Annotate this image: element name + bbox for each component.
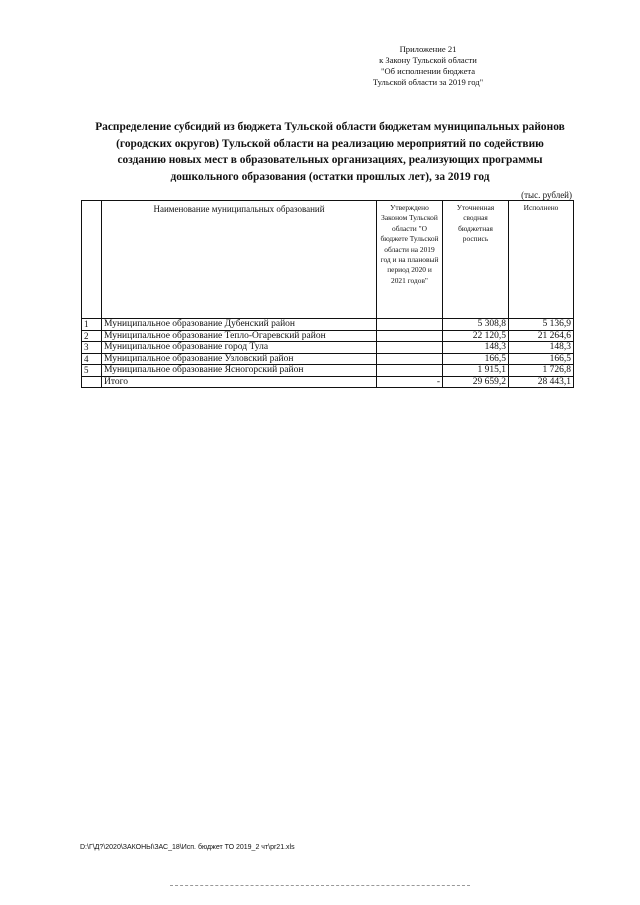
table-header-row: [82, 201, 574, 319]
table-row: [82, 353, 574, 365]
row-refined: 1 915,1: [443, 365, 509, 377]
total-refined: 29 659,2: [443, 376, 509, 388]
row-index: 3: [82, 342, 102, 354]
row-approved: [377, 319, 443, 331]
total-index: [82, 376, 102, 388]
table-row: [82, 365, 574, 377]
header-index: [82, 201, 102, 319]
row-approved: [377, 330, 443, 342]
subsidy-table: [81, 200, 574, 388]
row-name: Муниципальное образование Ясногорский район: [102, 365, 377, 377]
appendix-line: Приложение 21: [399, 44, 457, 54]
title-line: Распределение субсидий из бюджета Тульской области бюджетам муниципальных районов: [95, 121, 565, 133]
row-name: Муниципальное образование Дубенский район: [102, 319, 377, 331]
row-index: 1: [82, 319, 102, 331]
row-index: 4: [82, 353, 102, 365]
header-executed-text: Исполнено: [523, 203, 559, 212]
table-row: [82, 319, 574, 331]
table-total-row: [82, 376, 574, 388]
row-approved: [377, 353, 443, 365]
total-executed: 28 443,1: [509, 376, 574, 388]
total-approved: -: [377, 376, 443, 388]
header-approved-text: Утверждено Законом Тульской области "О бюджете Тульской области на 2019 год и на плановый период 2020 и 2021 годов": [380, 203, 439, 285]
row-index: 2: [82, 330, 102, 342]
appendix-line: "Об исполнении бюджета: [380, 66, 476, 76]
total-label: Итого: [102, 376, 377, 388]
title-line: созданию новых мест в образовательных организациях, реализующих программы: [117, 154, 543, 166]
appendix-line: Тульской области за 2019 год": [372, 77, 484, 87]
row-name: Муниципальное образование Узловский район: [102, 353, 377, 365]
row-executed: 5 136,9: [509, 319, 574, 331]
row-refined: 5 308,8: [443, 319, 509, 331]
header-name: Наименование муниципальных образований: [102, 201, 377, 319]
title-line: дошкольного образования (остатки прошлых лет), за 2019 год: [170, 170, 490, 183]
units-label: (тыс. рублей): [521, 190, 572, 200]
header-refined-text: Уточненная сводная бюджетная роспись: [456, 203, 495, 244]
row-refined: 148,3: [443, 342, 509, 354]
row-refined: 22 120,5: [443, 330, 509, 342]
row-refined: 166,5: [443, 353, 509, 365]
header-executed: [509, 201, 574, 319]
row-executed: 148,3: [509, 342, 574, 354]
row-approved: [377, 342, 443, 354]
file-path-footer: D:\Г\Д?\2020\ЗАКОНЫ\ЗАС_18\Исп. бюджет ТО 2019_2 чт\pr21.xls: [80, 844, 295, 851]
row-executed: 21 264,6: [509, 330, 574, 342]
table-row: [82, 342, 574, 354]
row-approved: [377, 365, 443, 377]
row-name: Муниципальное образование город Тула: [102, 342, 377, 354]
row-name: Муниципальное образование Тепло-Огаревский район: [102, 330, 377, 342]
row-index: 5: [82, 365, 102, 377]
row-executed: 166,5: [509, 353, 574, 365]
row-executed: 1 726,8: [509, 365, 574, 377]
title-line: (городских округов) Тульской области на реализацию мероприятий по содействию: [116, 137, 544, 150]
appendix-header: [313, 44, 543, 88]
appendix-line: к Закону Тульской области: [379, 55, 477, 65]
header-approved: [377, 201, 443, 319]
document-title: [80, 119, 580, 185]
scan-artifact-line: [170, 885, 470, 886]
header-refined: [443, 201, 509, 319]
table-row: [82, 330, 574, 342]
